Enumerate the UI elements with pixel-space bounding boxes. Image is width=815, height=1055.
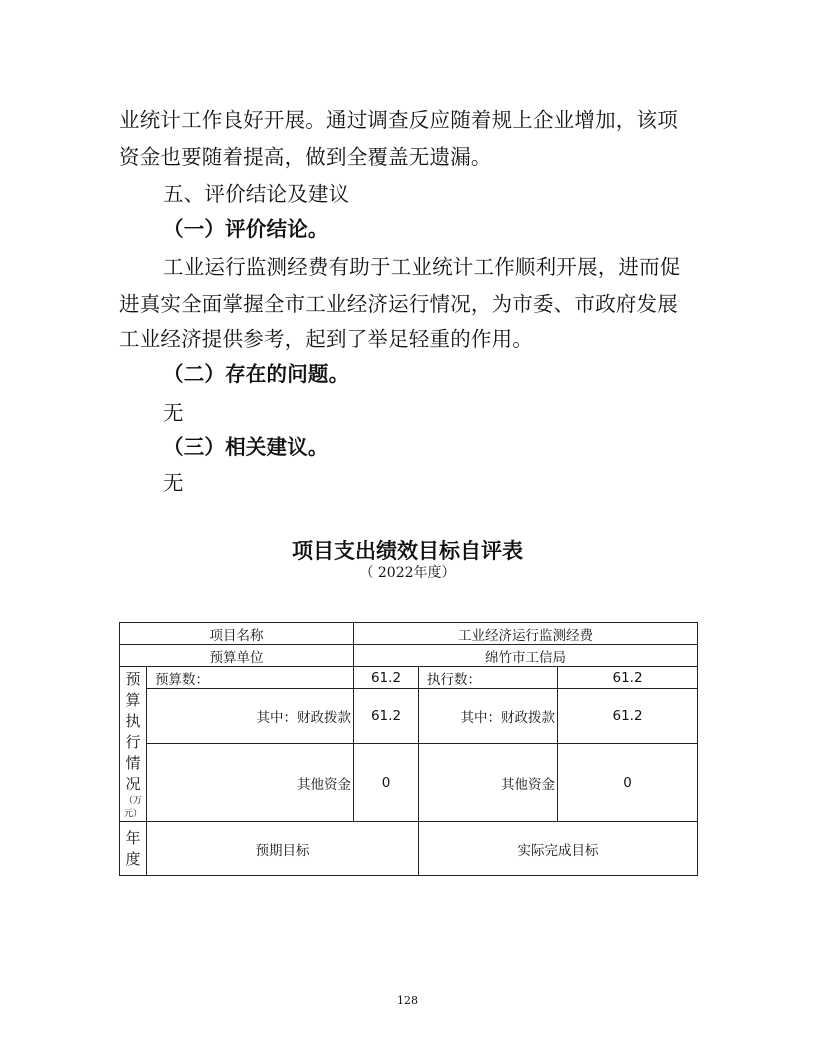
subsection-heading: （二）存在的问题。 [163,362,350,386]
performance-table [119,622,698,876]
side-char: 执 [125,712,141,730]
paragraph-line: 工业运行监测经费有助于工业统计工作顺利开展，进而促 [163,255,681,279]
subsection-heading: （一）评价结论。 [163,217,329,241]
exec-amount-label: 执行数： [419,667,558,689]
side-char: 行 [125,733,141,751]
budget-unit-value: 绵竹市工信局 [354,645,698,667]
budget-execution-label [120,667,147,822]
table-title: 项目支出绩效目标自评表 [292,539,523,563]
paragraph-line: 无 [163,401,184,425]
fiscal-value: 61.2 [354,689,419,744]
side-char: 情 [125,754,141,772]
side-unit: （万 [123,796,142,806]
exec-amount-value: 61.2 [558,667,698,689]
year-char: 度 [125,849,141,868]
actual-target-header: 实际完成目标 [419,822,698,876]
budget-unit-label: 预算单位 [120,645,354,667]
other-funds-label: 其他资金 [419,744,558,822]
fiscal-value: 61.2 [558,689,698,744]
project-name-label: 项目名称 [120,623,354,645]
paragraph-line: 工业经济提供参考，起到了举足轻重的作用。 [119,327,533,351]
side-unit: 元） [123,809,142,819]
side-char: 预 [125,670,141,688]
expected-target-header: 预期目标 [147,822,419,876]
section-heading: 五、评价结论及建议 [163,182,350,206]
paragraph-line: 资金也要随着提高，做到全覆盖无遗漏。 [119,145,492,169]
side-char: 算 [125,691,141,709]
other-funds-value: 0 [558,744,698,822]
paragraph-line: 进真实全面掌握全市工业经济运行情况，为市委、市政府发展 [119,292,678,316]
project-name-value: 工业经济运行监测经费 [354,623,698,645]
budget-amount-label: 预算数： [147,667,354,689]
paragraph-line: 业统计工作良好开展。通过调查反应随着规上企业增加，该项 [119,108,678,132]
other-funds-value: 0 [354,744,419,822]
year-column-label [120,822,147,876]
subsection-heading: （三）相关建议。 [163,435,329,459]
year-char: 年 [125,828,141,847]
fiscal-label: 其中：财政拨款 [419,689,558,744]
paragraph-line: 无 [163,471,184,495]
other-funds-label: 其他资金 [147,744,354,822]
page-number: 128 [397,994,418,1007]
budget-amount-value: 61.2 [354,667,419,689]
table-year: （ 2022年度） [359,565,456,581]
fiscal-label: 其中：财政拨款 [147,689,354,744]
side-char: 况 [125,775,141,793]
